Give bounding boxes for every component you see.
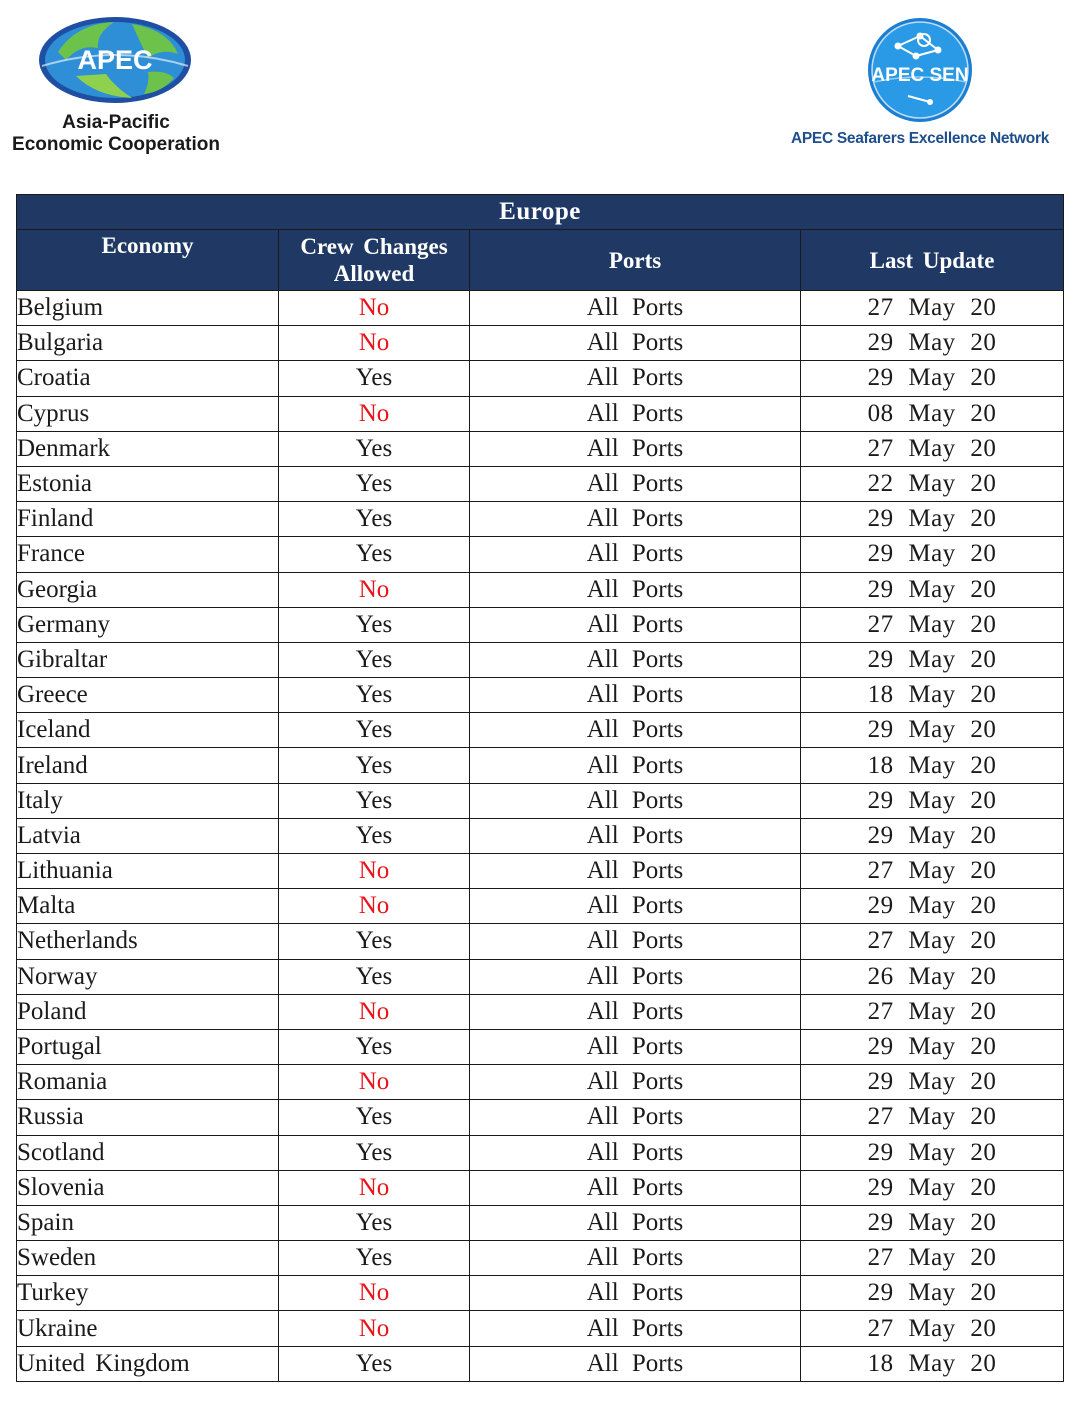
ports-cell: All Ports xyxy=(470,466,801,501)
crew-changes-allowed-cell: Yes xyxy=(279,642,470,677)
economy-cell: France xyxy=(17,537,279,572)
crew-changes-allowed-cell: No xyxy=(279,572,470,607)
crew-changes-allowed-cell: Yes xyxy=(279,959,470,994)
ports-cell: All Ports xyxy=(470,431,801,466)
table-row xyxy=(17,502,1064,537)
column-header-economy: Economy xyxy=(17,230,279,291)
last-update-cell: 29 May 20 xyxy=(801,1276,1064,1311)
table-row xyxy=(17,1065,1064,1100)
crew-changes-allowed-cell: Yes xyxy=(279,361,470,396)
last-update-cell: 29 May 20 xyxy=(801,642,1064,677)
economy-cell: Lithuania xyxy=(17,854,279,889)
last-update-cell: 29 May 20 xyxy=(801,326,1064,361)
last-update-cell: 29 May 20 xyxy=(801,783,1064,818)
economy-cell: Portugal xyxy=(17,1029,279,1064)
table-row xyxy=(17,783,1064,818)
crew-changes-allowed-cell: No xyxy=(279,854,470,889)
table-row xyxy=(17,431,1064,466)
economy-cell: Bulgaria xyxy=(17,326,279,361)
crew-change-table xyxy=(16,194,1064,1382)
table-row xyxy=(17,818,1064,853)
table-row xyxy=(17,642,1064,677)
economy-cell: Greece xyxy=(17,678,279,713)
table-row xyxy=(17,924,1064,959)
crew-changes-allowed-cell: Yes xyxy=(279,678,470,713)
ports-cell: All Ports xyxy=(470,572,801,607)
table-row xyxy=(17,1276,1064,1311)
economy-cell: United Kingdom xyxy=(17,1346,279,1381)
crew-changes-allowed-cell: Yes xyxy=(279,502,470,537)
table-row xyxy=(17,1346,1064,1381)
crew-changes-allowed-cell: No xyxy=(279,889,470,924)
table-row xyxy=(17,291,1064,326)
economy-cell: Denmark xyxy=(17,431,279,466)
last-update-cell: 29 May 20 xyxy=(801,1170,1064,1205)
apec-org-line1: Asia-Pacific xyxy=(62,112,170,133)
crew-changes-allowed-cell: Yes xyxy=(279,1029,470,1064)
crew-changes-allowed-cell: No xyxy=(279,1311,470,1346)
crew-changes-allowed-cell: No xyxy=(279,291,470,326)
crew-changes-allowed-cell: Yes xyxy=(279,783,470,818)
ports-cell: All Ports xyxy=(470,1205,801,1240)
economy-cell: Russia xyxy=(17,1100,279,1135)
table-row xyxy=(17,678,1064,713)
last-update-cell: 18 May 20 xyxy=(801,748,1064,783)
crew-changes-allowed-cell: Yes xyxy=(279,1135,470,1170)
crew-changes-allowed-cell: Yes xyxy=(279,1241,470,1276)
economy-cell: Iceland xyxy=(17,713,279,748)
ports-cell: All Ports xyxy=(470,361,801,396)
table-row xyxy=(17,396,1064,431)
economy-cell: Ukraine xyxy=(17,1311,279,1346)
apec-sen-logo xyxy=(780,12,1060,162)
column-header-ports: Ports xyxy=(470,230,801,291)
economy-cell: Ireland xyxy=(17,748,279,783)
ports-cell: All Ports xyxy=(470,678,801,713)
ports-cell: All Ports xyxy=(470,1311,801,1346)
last-update-cell: 29 May 20 xyxy=(801,1205,1064,1240)
crew-changes-allowed-cell: Yes xyxy=(279,818,470,853)
apec-globe-icon xyxy=(36,14,194,106)
ports-cell: All Ports xyxy=(470,1135,801,1170)
economy-cell: Germany xyxy=(17,607,279,642)
crew-changes-allowed-cell: Yes xyxy=(279,713,470,748)
economy-cell: Estonia xyxy=(17,466,279,501)
crew-changes-allowed-cell: No xyxy=(279,1170,470,1205)
apec-sen-caption: APEC Seafarers Excellence Network xyxy=(790,130,1050,147)
last-update-cell: 29 May 20 xyxy=(801,537,1064,572)
crew-changes-allowed-cell: No xyxy=(279,326,470,361)
last-update-cell: 18 May 20 xyxy=(801,678,1064,713)
economy-cell: Norway xyxy=(17,959,279,994)
ports-cell: All Ports xyxy=(470,1100,801,1135)
crew-changes-allowed-cell: No xyxy=(279,1276,470,1311)
apec-org-name xyxy=(0,112,232,156)
last-update-cell: 29 May 20 xyxy=(801,1029,1064,1064)
crew-changes-allowed-cell: No xyxy=(279,994,470,1029)
last-update-cell: 29 May 20 xyxy=(801,1065,1064,1100)
table-row xyxy=(17,1241,1064,1276)
economy-cell: Spain xyxy=(17,1205,279,1240)
crew-changes-allowed-cell: No xyxy=(279,396,470,431)
economy-cell: Belgium xyxy=(17,291,279,326)
region-title: Europe xyxy=(17,195,1064,230)
last-update-cell: 29 May 20 xyxy=(801,713,1064,748)
table-row xyxy=(17,572,1064,607)
ports-cell: All Ports xyxy=(470,1276,801,1311)
last-update-cell: 27 May 20 xyxy=(801,1100,1064,1135)
economy-cell: Sweden xyxy=(17,1241,279,1276)
apec-sen-globe-icon xyxy=(860,16,980,124)
last-update-cell: 27 May 20 xyxy=(801,924,1064,959)
crew-changes-allowed-cell: Yes xyxy=(279,607,470,642)
crew-changes-allowed-cell: No xyxy=(279,1065,470,1100)
last-update-cell: 27 May 20 xyxy=(801,1311,1064,1346)
last-update-cell: 29 May 20 xyxy=(801,361,1064,396)
table-row xyxy=(17,1205,1064,1240)
ports-cell: All Ports xyxy=(470,959,801,994)
economy-cell: Slovenia xyxy=(17,1170,279,1205)
apec-sen-badge-text: APEC SEN xyxy=(871,65,969,86)
column-header-last-update: Last Update xyxy=(801,230,1064,291)
economy-cell: Italy xyxy=(17,783,279,818)
economy-cell: Gibraltar xyxy=(17,642,279,677)
economy-cell: Romania xyxy=(17,1065,279,1100)
last-update-cell: 08 May 20 xyxy=(801,396,1064,431)
economy-cell: Poland xyxy=(17,994,279,1029)
ports-cell: All Ports xyxy=(470,502,801,537)
economy-cell: Georgia xyxy=(17,572,279,607)
economy-cell: Croatia xyxy=(17,361,279,396)
ports-cell: All Ports xyxy=(470,607,801,642)
ports-cell: All Ports xyxy=(470,642,801,677)
ports-cell: All Ports xyxy=(470,1241,801,1276)
ports-cell: All Ports xyxy=(470,818,801,853)
ports-cell: All Ports xyxy=(470,994,801,1029)
ports-cell: All Ports xyxy=(470,1065,801,1100)
last-update-cell: 29 May 20 xyxy=(801,502,1064,537)
apec-badge-text: APEC xyxy=(77,45,153,75)
table-row xyxy=(17,994,1064,1029)
ports-cell: All Ports xyxy=(470,326,801,361)
crew-changes-allowed-cell: Yes xyxy=(279,748,470,783)
table-row xyxy=(17,1100,1064,1135)
ports-cell: All Ports xyxy=(470,713,801,748)
crew-changes-allowed-cell: Yes xyxy=(279,924,470,959)
ports-cell: All Ports xyxy=(470,1170,801,1205)
last-update-cell: 18 May 20 xyxy=(801,1346,1064,1381)
ports-cell: All Ports xyxy=(470,1029,801,1064)
economy-cell: Malta xyxy=(17,889,279,924)
crew-changes-allowed-cell: Yes xyxy=(279,1100,470,1135)
ports-cell: All Ports xyxy=(470,748,801,783)
table-row xyxy=(17,959,1064,994)
ports-cell: All Ports xyxy=(470,783,801,818)
table-row xyxy=(17,361,1064,396)
table-row xyxy=(17,1311,1064,1346)
crew-changes-allowed-cell: Yes xyxy=(279,466,470,501)
last-update-cell: 27 May 20 xyxy=(801,291,1064,326)
ports-cell: All Ports xyxy=(470,537,801,572)
last-update-cell: 27 May 20 xyxy=(801,854,1064,889)
economy-cell: Cyprus xyxy=(17,396,279,431)
last-update-cell: 29 May 20 xyxy=(801,818,1064,853)
apec-org-line2: Economic Cooperation xyxy=(12,134,220,155)
last-update-cell: 27 May 20 xyxy=(801,607,1064,642)
last-update-cell: 27 May 20 xyxy=(801,994,1064,1029)
apec-logo xyxy=(0,8,240,158)
ports-cell: All Ports xyxy=(470,854,801,889)
last-update-cell: 29 May 20 xyxy=(801,1135,1064,1170)
economy-cell: Finland xyxy=(17,502,279,537)
ports-cell: All Ports xyxy=(470,291,801,326)
crew-changes-allowed-cell: Yes xyxy=(279,1205,470,1240)
economy-cell: Scotland xyxy=(17,1135,279,1170)
crew-changes-allowed-cell: Yes xyxy=(279,537,470,572)
ports-cell: All Ports xyxy=(470,396,801,431)
crew-changes-allowed-cell: Yes xyxy=(279,1346,470,1381)
table-row xyxy=(17,1029,1064,1064)
crew-changes-allowed-cell: Yes xyxy=(279,431,470,466)
last-update-cell: 29 May 20 xyxy=(801,572,1064,607)
ports-cell: All Ports xyxy=(470,924,801,959)
last-update-cell: 27 May 20 xyxy=(801,1241,1064,1276)
table-row xyxy=(17,326,1064,361)
table-row xyxy=(17,466,1064,501)
economy-cell: Netherlands xyxy=(17,924,279,959)
ports-cell: All Ports xyxy=(470,1346,801,1381)
ports-cell: All Ports xyxy=(470,889,801,924)
table-row xyxy=(17,1135,1064,1170)
economy-cell: Latvia xyxy=(17,818,279,853)
table-row xyxy=(17,854,1064,889)
last-update-cell: 29 May 20 xyxy=(801,889,1064,924)
last-update-cell: 22 May 20 xyxy=(801,466,1064,501)
last-update-cell: 27 May 20 xyxy=(801,431,1064,466)
table-row xyxy=(17,889,1064,924)
last-update-cell: 26 May 20 xyxy=(801,959,1064,994)
table-row xyxy=(17,1170,1064,1205)
table-row xyxy=(17,607,1064,642)
table-row xyxy=(17,713,1064,748)
column-header-crew-changes-allowed: Crew Changes Allowed xyxy=(279,230,470,291)
table-row xyxy=(17,537,1064,572)
economy-cell: Turkey xyxy=(17,1276,279,1311)
table-row xyxy=(17,748,1064,783)
